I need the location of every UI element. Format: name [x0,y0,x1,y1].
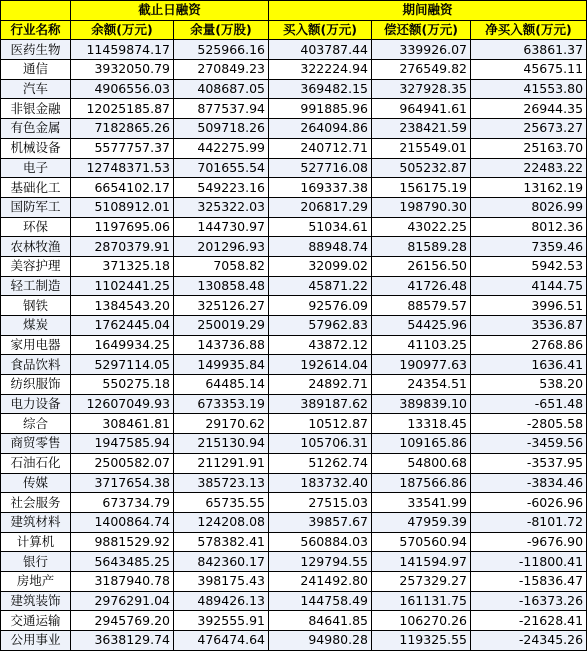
repay-cell: 215549.01 [372,138,471,158]
volume-cell: 398175.43 [174,571,269,591]
balance-cell: 1384543.20 [71,296,174,316]
volume-cell: 65735.55 [174,493,269,513]
table-row [1,119,587,139]
repay-cell: 106270.26 [372,611,471,631]
industry-cell: 家用电器 [1,335,71,355]
table-row [1,197,587,217]
repay-cell: 13318.45 [372,414,471,434]
repay-cell: 156175.19 [372,178,471,198]
volume-cell: 877537.94 [174,99,269,119]
buy-cell: 105706.31 [269,434,372,454]
balance-cell: 7182865.26 [71,119,174,139]
net-buy-cell: -3459.56 [471,434,587,454]
col-header-balance: 余额(万元) [71,20,174,40]
net-buy-cell: -8101.72 [471,512,587,532]
industry-cell: 建筑材料 [1,512,71,532]
repay-cell: 24354.51 [372,375,471,395]
balance-cell: 5577757.37 [71,138,174,158]
net-buy-cell: -3834.46 [471,473,587,493]
net-buy-cell: -16373.26 [471,591,587,611]
balance-cell: 12748371.53 [71,158,174,178]
net-buy-cell: -15836.47 [471,571,587,591]
volume-cell: 250019.29 [174,316,269,336]
table-row [1,414,587,434]
volume-cell: 578382.41 [174,532,269,552]
volume-cell: 525966.16 [174,40,269,60]
industry-cell: 国防军工 [1,197,71,217]
repay-cell: 389839.10 [372,394,471,414]
buy-cell: 192614.04 [269,355,372,375]
net-buy-cell: 3536.87 [471,316,587,336]
balance-cell: 11459874.17 [71,40,174,60]
volume-cell: 64485.14 [174,375,269,395]
column-header-row [1,20,587,40]
buy-cell: 92576.09 [269,296,372,316]
repay-cell: 339926.07 [372,40,471,60]
buy-cell: 183732.40 [269,473,372,493]
repay-cell: 54425.96 [372,316,471,336]
net-buy-cell: 3996.51 [471,296,587,316]
industry-cell: 医药生物 [1,40,71,60]
repay-cell: 141594.97 [372,552,471,572]
volume-cell: 29170.62 [174,414,269,434]
repay-cell: 198790.30 [372,197,471,217]
industry-cell: 美容护理 [1,256,71,276]
balance-cell: 673734.79 [71,493,174,513]
table-row [1,60,587,80]
table-row [1,79,587,99]
group-header-period: 期间融资 [269,1,587,21]
net-buy-cell: 4144.75 [471,276,587,296]
buy-cell: 169337.38 [269,178,372,198]
table-row [1,571,587,591]
buy-cell: 144758.49 [269,591,372,611]
net-buy-cell: 41553.80 [471,79,587,99]
repay-cell: 276549.82 [372,60,471,80]
net-buy-cell: 25163.70 [471,138,587,158]
industry-cell: 通信 [1,60,71,80]
col-header-industry: 行业名称 [1,20,71,40]
repay-cell: 570560.94 [372,532,471,552]
industry-cell: 纺织服饰 [1,375,71,395]
net-buy-cell: 25673.27 [471,119,587,139]
industry-cell: 农林牧渔 [1,237,71,257]
table-row [1,335,587,355]
table-row [1,453,587,473]
net-buy-cell: -2805.58 [471,414,587,434]
industry-cell: 煤炭 [1,316,71,336]
table-row [1,611,587,631]
balance-cell: 1947585.94 [71,434,174,454]
table-row [1,434,587,454]
net-buy-cell: 22483.22 [471,158,587,178]
table-row [1,99,587,119]
industry-cell: 房地产 [1,571,71,591]
balance-cell: 1649934.25 [71,335,174,355]
buy-cell: 51034.61 [269,217,372,237]
industry-cell: 传媒 [1,473,71,493]
balance-cell: 9881529.92 [71,532,174,552]
net-buy-cell: 8026.99 [471,197,587,217]
buy-cell: 51262.74 [269,453,372,473]
volume-cell: 489426.13 [174,591,269,611]
net-buy-cell: 26944.35 [471,99,587,119]
col-header-volume: 余量(万股) [174,20,269,40]
volume-cell: 549223.16 [174,178,269,198]
buy-cell: 32099.02 [269,256,372,276]
industry-cell: 基础化工 [1,178,71,198]
volume-cell: 442275.99 [174,138,269,158]
volume-cell: 842360.17 [174,552,269,572]
industry-cell: 机械设备 [1,138,71,158]
balance-cell: 3932050.79 [71,60,174,80]
industry-cell: 建筑装饰 [1,591,71,611]
buy-cell: 39857.67 [269,512,372,532]
balance-cell: 3717654.38 [71,473,174,493]
buy-cell: 94980.28 [269,631,372,651]
net-buy-cell: -9676.90 [471,532,587,552]
group-header-period-end: 截止日融资 [71,1,269,21]
table-row [1,631,587,651]
volume-cell: 124208.08 [174,512,269,532]
volume-cell: 215130.94 [174,434,269,454]
volume-cell: 270849.23 [174,60,269,80]
volume-cell: 673353.19 [174,394,269,414]
industry-cell: 环保 [1,217,71,237]
repay-cell: 505232.87 [372,158,471,178]
col-header-net-buy: 净买入额(万元) [471,20,587,40]
repay-cell: 238421.59 [372,119,471,139]
balance-cell: 12025185.87 [71,99,174,119]
industry-cell: 轻工制造 [1,276,71,296]
table-row [1,237,587,257]
volume-cell: 130858.48 [174,276,269,296]
volume-cell: 143736.88 [174,335,269,355]
balance-cell: 371325.18 [71,256,174,276]
industry-cell: 有色金属 [1,119,71,139]
repay-cell: 257329.27 [372,571,471,591]
net-buy-cell: 2768.86 [471,335,587,355]
repay-cell: 187566.86 [372,473,471,493]
table-row [1,591,587,611]
table-row [1,355,587,375]
repay-cell: 26156.50 [372,256,471,276]
industry-cell: 商贸零售 [1,434,71,454]
volume-cell: 201296.93 [174,237,269,257]
repay-cell: 327928.35 [372,79,471,99]
table-row [1,178,587,198]
buy-cell: 403787.44 [269,40,372,60]
table-row [1,512,587,532]
industry-cell: 钢铁 [1,296,71,316]
buy-cell: 129794.55 [269,552,372,572]
repay-cell: 41726.48 [372,276,471,296]
col-header-buy: 买入额(万元) [269,20,372,40]
table-row [1,375,587,395]
table-row [1,316,587,336]
repay-cell: 190977.63 [372,355,471,375]
table-row [1,256,587,276]
balance-cell: 2976291.04 [71,591,174,611]
volume-cell: 211291.91 [174,453,269,473]
table-row [1,217,587,237]
industry-cell: 社会服务 [1,493,71,513]
industry-cell: 汽车 [1,79,71,99]
volume-cell: 701655.54 [174,158,269,178]
buy-cell: 43872.12 [269,335,372,355]
volume-cell: 325126.27 [174,296,269,316]
buy-cell: 24892.71 [269,375,372,395]
table-body [1,40,587,650]
net-buy-cell: 45675.11 [471,60,587,80]
table-row [1,158,587,178]
balance-cell: 5297114.05 [71,355,174,375]
repay-cell: 109165.86 [372,434,471,454]
buy-cell: 264094.86 [269,119,372,139]
industry-cell: 食品饮料 [1,355,71,375]
net-buy-cell: -3537.95 [471,453,587,473]
table-row [1,532,587,552]
balance-cell: 1102441.25 [71,276,174,296]
volume-cell: 385723.13 [174,473,269,493]
net-buy-cell: 1636.41 [471,355,587,375]
buy-cell: 206817.29 [269,197,372,217]
table-row [1,473,587,493]
repay-cell: 964941.61 [372,99,471,119]
balance-cell: 5643485.25 [71,552,174,572]
industry-cell: 电子 [1,158,71,178]
balance-cell: 1197695.06 [71,217,174,237]
balance-cell: 5108912.01 [71,197,174,217]
net-buy-cell: -21628.41 [471,611,587,631]
volume-cell: 476474.64 [174,631,269,651]
balance-cell: 2500582.07 [71,453,174,473]
balance-cell: 6654102.17 [71,178,174,198]
table-row [1,138,587,158]
volume-cell: 7058.82 [174,256,269,276]
net-buy-cell: -651.48 [471,394,587,414]
net-buy-cell: -24345.26 [471,631,587,651]
table-row [1,552,587,572]
balance-cell: 2945769.20 [71,611,174,631]
table-row [1,276,587,296]
industry-cell: 银行 [1,552,71,572]
table-row [1,493,587,513]
industry-cell: 电力设备 [1,394,71,414]
buy-cell: 322224.94 [269,60,372,80]
volume-cell: 325322.03 [174,197,269,217]
industry-cell: 公用事业 [1,631,71,651]
balance-cell: 1762445.04 [71,316,174,336]
volume-cell: 392555.91 [174,611,269,631]
buy-cell: 84641.85 [269,611,372,631]
buy-cell: 241492.80 [269,571,372,591]
repay-cell: 43022.25 [372,217,471,237]
buy-cell: 10512.87 [269,414,372,434]
repay-cell: 119325.55 [372,631,471,651]
repay-cell: 161131.75 [372,591,471,611]
repay-cell: 47959.39 [372,512,471,532]
balance-cell: 3187940.78 [71,571,174,591]
repay-cell: 88579.57 [372,296,471,316]
buy-cell: 27515.03 [269,493,372,513]
balance-cell: 12607049.93 [71,394,174,414]
buy-cell: 560884.03 [269,532,372,552]
buy-cell: 527716.08 [269,158,372,178]
net-buy-cell: -6026.96 [471,493,587,513]
balance-cell: 2870379.91 [71,237,174,257]
balance-cell: 4906556.03 [71,79,174,99]
volume-cell: 408687.05 [174,79,269,99]
buy-cell: 88948.74 [269,237,372,257]
buy-cell: 369482.15 [269,79,372,99]
industry-cell: 计算机 [1,532,71,552]
balance-cell: 3638129.74 [71,631,174,651]
group-header-row [1,1,587,21]
repay-cell: 54800.68 [372,453,471,473]
volume-cell: 149935.84 [174,355,269,375]
balance-cell: 308461.81 [71,414,174,434]
industry-cell: 石油石化 [1,453,71,473]
table-row [1,296,587,316]
balance-cell: 1400864.74 [71,512,174,532]
buy-cell: 991885.96 [269,99,372,119]
buy-cell: 240712.71 [269,138,372,158]
buy-cell: 45871.22 [269,276,372,296]
net-buy-cell: 8012.36 [471,217,587,237]
repay-cell: 81589.28 [372,237,471,257]
volume-cell: 144730.97 [174,217,269,237]
industry-cell: 综合 [1,414,71,434]
net-buy-cell: 13162.19 [471,178,587,198]
industry-cell: 交通运输 [1,611,71,631]
table-row [1,394,587,414]
net-buy-cell: 5942.53 [471,256,587,276]
net-buy-cell: 538.20 [471,375,587,395]
buy-cell: 57962.83 [269,316,372,336]
repay-cell: 33541.99 [372,493,471,513]
buy-cell: 389187.62 [269,394,372,414]
net-buy-cell: 63861.37 [471,40,587,60]
repay-cell: 41103.25 [372,335,471,355]
industry-cell: 非银金融 [1,99,71,119]
group-header-blank [1,1,71,21]
table-row [1,40,587,60]
col-header-repay: 偿还额(万元) [372,20,471,40]
net-buy-cell: 7359.46 [471,237,587,257]
volume-cell: 509718.26 [174,119,269,139]
net-buy-cell: -11800.41 [471,552,587,572]
balance-cell: 550275.18 [71,375,174,395]
